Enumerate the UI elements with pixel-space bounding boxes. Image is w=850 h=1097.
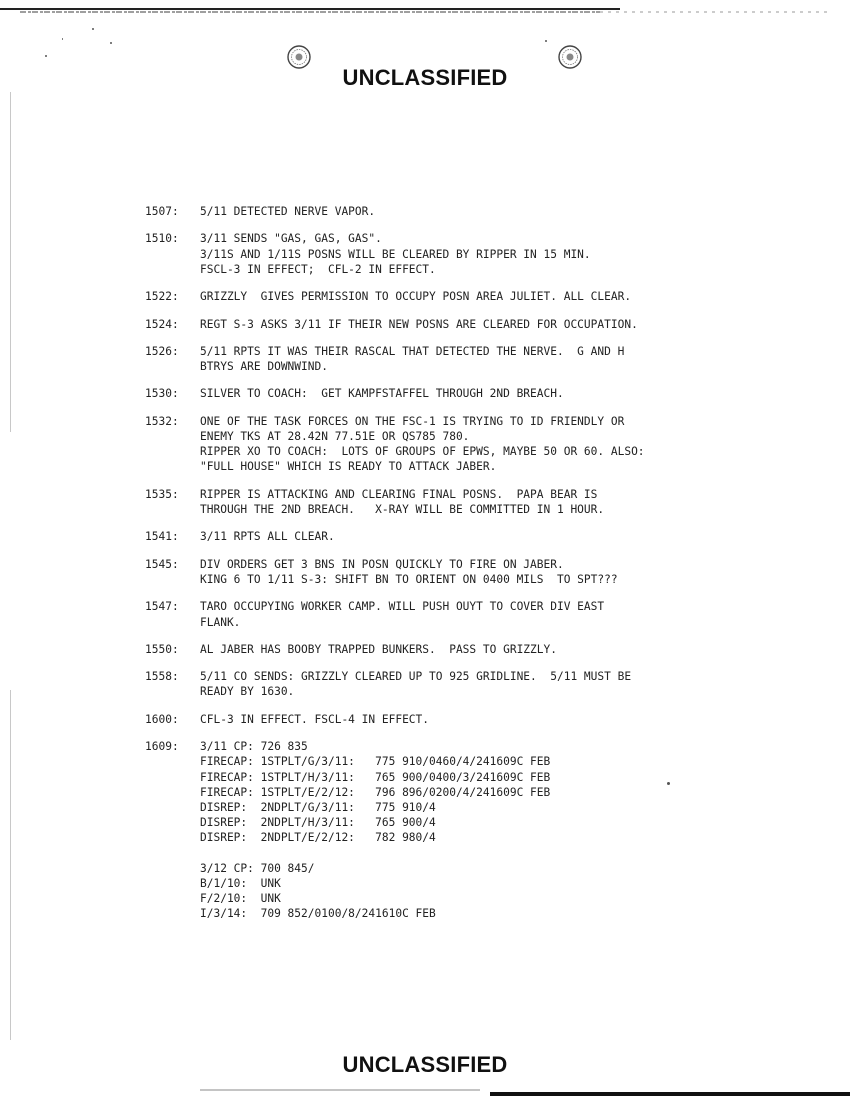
log-entry-line: 5/11 DETECTED NERVE VAPOR. xyxy=(200,205,376,218)
left-margin-line xyxy=(10,690,11,1040)
scan-speck xyxy=(45,55,47,57)
log-entry-line: FSCL-3 IN EFFECT; CFL-2 IN EFFECT. xyxy=(200,262,436,276)
log-entry xyxy=(145,289,765,304)
log-entry-line: REGT S-3 ASKS 3/11 IF THEIR NEW POSNS ARE CLEARED FOR OCCUPATION. xyxy=(200,317,638,331)
log-entry-line: FIRECAP: 1STPLT/G/3/11: 775 910/0460/4/241609C FEB xyxy=(200,755,551,769)
log-entry-body xyxy=(200,317,765,332)
log-entry-line: I/3/14: 709 852/0100/8/241610C FEB xyxy=(200,907,436,921)
log-entry-line: 3/11 RPTS ALL CLEAR. xyxy=(200,530,335,544)
log-entry-body xyxy=(200,344,765,374)
log-entry-body xyxy=(200,739,765,921)
log-entry xyxy=(145,231,765,277)
log-entry-line: DISREP: 2NDPLT/G/3/11: 775 910/4 xyxy=(200,800,436,814)
log-entry xyxy=(145,712,765,727)
log-entry-line: READY BY 1630. xyxy=(200,685,295,699)
log-entry-line: 5/11 CO SENDS: GRIZZLY CLEARED UP TO 925 GRIDLINE. 5/11 MUST BE xyxy=(200,670,632,684)
log-entry-line: "FULL HOUSE" WHICH IS READY TO ATTACK JABER. xyxy=(200,460,497,474)
log-entry-line: KING 6 TO 1/11 S-3: SHIFT BN TO ORIENT ON 0400 MILS TO SPT??? xyxy=(200,572,618,586)
header-classification-marking: UNCLASSIFIED xyxy=(342,65,508,90)
scan-bottom-edge xyxy=(0,1088,850,1097)
log-entry-time: 1524: xyxy=(145,317,179,331)
log-entry-line: FLANK. xyxy=(200,615,241,629)
log-entry-time: 1558: xyxy=(145,670,179,684)
log-entry-time: 1541: xyxy=(145,530,179,544)
log-entry-line: 3/12 CP: 700 845/ xyxy=(200,861,315,875)
log-entry-time: 1526: xyxy=(145,344,179,358)
log-entry-line: THROUGH THE 2ND BREACH. X-RAY WILL BE COMMITTED IN 1 HOUR. xyxy=(200,503,605,516)
log-entry-body xyxy=(200,712,765,727)
log-entry-line: B/1/10: UNK xyxy=(200,876,281,890)
log-entry-line: AL JABER HAS BOOBY TRAPPED BUNKERS. PASS TO GRIZZLY. xyxy=(200,642,557,656)
log-entry-time: 1545: xyxy=(145,557,179,571)
scan-top-edge xyxy=(0,8,850,16)
log-entry-line: SILVER TO COACH: GET KAMPFSTAFFEL THROUGH 2ND BREACH. xyxy=(200,387,564,401)
log-entry-line: F/2/10: UNK xyxy=(200,892,281,906)
scan-speck xyxy=(110,42,112,44)
log-entry xyxy=(145,317,765,332)
log-entry-time: 1535: xyxy=(145,487,179,501)
log-entry xyxy=(145,529,765,544)
log-entry-body xyxy=(200,557,765,587)
log-entry-time: 1530: xyxy=(145,387,179,401)
message-log xyxy=(145,204,765,934)
log-entry-body xyxy=(200,599,765,629)
log-entry-line: 3/11 SENDS "GAS, GAS, GAS". xyxy=(200,232,382,246)
log-entry xyxy=(145,204,765,219)
log-entry-line: RIPPER IS ATTACKING AND CLEARING FINAL POSNS. PAPA BEAR IS xyxy=(200,487,598,501)
log-entry xyxy=(145,487,765,517)
log-entry-body xyxy=(200,204,765,219)
log-entry-line: ONE OF THE TASK FORCES ON THE FSC-1 IS TRYING TO ID FRIENDLY OR xyxy=(200,414,625,428)
log-entry-body xyxy=(200,386,765,401)
log-entry xyxy=(145,599,765,629)
log-entry-line: DISREP: 2NDPLT/H/3/11: 765 900/4 xyxy=(200,816,436,830)
log-entry xyxy=(145,557,765,587)
log-entry-time: 1522: xyxy=(145,290,179,304)
log-entry-body xyxy=(200,669,765,699)
log-entry xyxy=(145,669,765,699)
log-entry-line: 3/11 CP: 726 835 xyxy=(200,740,308,754)
log-entry-body xyxy=(200,487,765,517)
log-entry-body xyxy=(200,231,765,277)
footer-classification-marking: UNCLASSIFIED xyxy=(342,1052,508,1077)
log-entry-time: 1547: xyxy=(145,600,179,614)
log-entry-time: 1550: xyxy=(145,642,179,656)
log-entry-line: DISREP: 2NDPLT/E/2/12: 782 980/4 xyxy=(200,831,436,845)
scan-speck xyxy=(62,38,63,40)
scan-speck xyxy=(545,40,547,42)
log-entry xyxy=(145,642,765,657)
log-entry-line: 3/11S AND 1/11S POSNS WILL BE CLEARED BY RIPPER IN 15 MIN. xyxy=(200,247,591,261)
log-entry xyxy=(145,414,765,475)
left-margin-line xyxy=(10,92,11,432)
log-entry xyxy=(145,386,765,401)
log-entry-body xyxy=(200,642,765,657)
log-entry-line: DIV ORDERS GET 3 BNS IN POSN QUICKLY TO FIRE ON JABER. xyxy=(200,557,564,571)
log-entry-line: FIRECAP: 1STPLT/H/3/11: 765 900/0400/3/241609C FEB xyxy=(200,770,551,784)
log-entry-time: 1600: xyxy=(145,712,179,726)
log-entry-line: BTRYS ARE DOWNWIND. xyxy=(200,360,328,374)
log-entry-line: ENEMY TKS AT 28.42N 77.51E OR QS785 780. xyxy=(200,430,470,444)
log-entry-body xyxy=(200,529,765,544)
log-entry-body xyxy=(200,414,765,475)
log-entry-line: CFL-3 IN EFFECT. FSCL-4 IN EFFECT. xyxy=(200,712,430,726)
log-entry-time: 1532: xyxy=(145,414,179,428)
log-entry xyxy=(145,739,765,921)
log-entry xyxy=(145,344,765,374)
log-entry-line xyxy=(200,846,765,861)
log-entry-time: 1510: xyxy=(145,232,179,246)
log-entry-line: RIPPER XO TO COACH: LOTS OF GROUPS OF EPWS, MAYBE 50 OR 60. ALSO: xyxy=(200,445,645,459)
log-entry-time: 1609: xyxy=(145,740,179,754)
log-entry-line: GRIZZLY GIVES PERMISSION TO OCCUPY POSN AREA JULIET. ALL CLEAR. xyxy=(200,290,632,304)
scan-speck xyxy=(92,28,94,30)
log-entry-time: 1507: xyxy=(145,205,179,218)
log-entry-body xyxy=(200,289,765,304)
log-entry-line: FIRECAP: 1STPLT/E/2/12: 796 896/0200/4/241609C FEB xyxy=(200,785,551,799)
log-entry-line: TARO OCCUPYING WORKER CAMP. WILL PUSH OUYT TO COVER DIV EAST xyxy=(200,600,605,614)
log-entry-line: 5/11 RPTS IT WAS THEIR RASCAL THAT DETECTED THE NERVE. G AND H xyxy=(200,344,625,358)
